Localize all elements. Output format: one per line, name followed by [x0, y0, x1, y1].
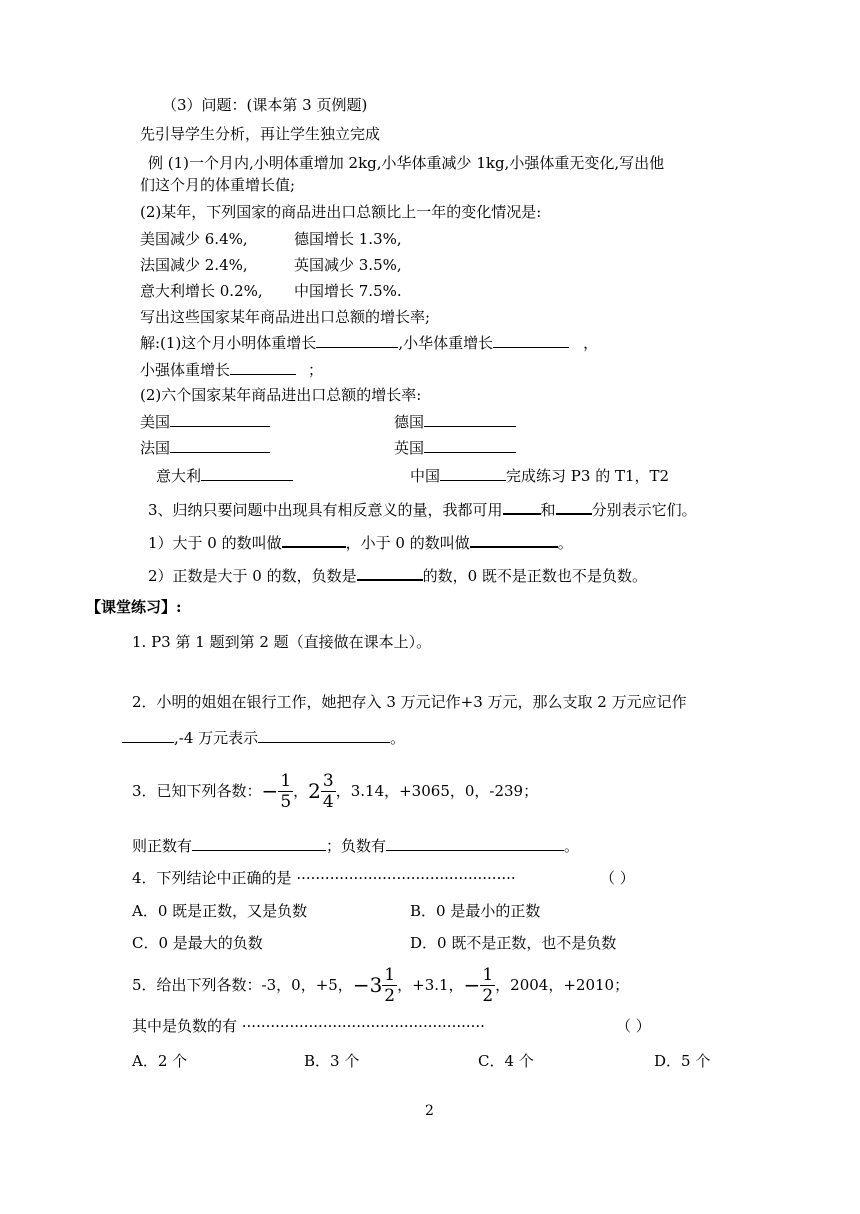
- blank-summary-2[interactable]: [556, 498, 592, 515]
- country-us: [140, 411, 270, 432]
- q5-mixed-number: −3: [352, 973, 383, 997]
- blank-q2-withdraw[interactable]: [122, 727, 174, 743]
- blank-positive[interactable]: [282, 531, 346, 548]
- q5-fraction-1: [382, 965, 397, 1006]
- row-de: 德国增长 1.3%,: [294, 230, 402, 248]
- q4-option-d[interactable]: D．0 既不是正数，也不是负数: [410, 934, 617, 952]
- row-it: 意大利增长 0.2%,: [140, 282, 263, 300]
- q5-frac1-numerator: 1: [384, 964, 396, 985]
- blank-it[interactable]: [201, 465, 293, 481]
- q3-text-a: 3．已知下列各数：: [132, 782, 262, 800]
- line-point1: [148, 531, 573, 553]
- blank-xiaoming[interactable]: [316, 332, 398, 348]
- country-de: [394, 411, 516, 432]
- country-uk: [394, 437, 516, 458]
- line-example1-cont: 们这个月的体重增长值;: [140, 176, 296, 194]
- q4-option-c[interactable]: C．0 是最大的负数: [132, 934, 263, 952]
- q3-frac2-numerator: 3: [322, 770, 334, 791]
- practice-ref: 完成练习 P3 的 T1，T2: [506, 467, 670, 485]
- solution1-text-c: ，: [583, 334, 599, 352]
- q3-rest: ，3.14，+3065，0，-239；: [335, 782, 539, 800]
- q4-option-b[interactable]: B．0 是最小的正数: [410, 902, 541, 920]
- q3-sep: ，: [293, 782, 309, 800]
- question-5: [132, 964, 629, 1006]
- q3-fraction-1: [278, 771, 293, 812]
- blank-xiaoqiang[interactable]: [230, 359, 296, 375]
- point2-text-b: 的数，0 既不是正数也不是负数。: [422, 567, 647, 585]
- country-uk-label: 英国: [394, 439, 425, 457]
- q3-fraction-2: [321, 771, 336, 812]
- solution1-text-b: ,小华体重增长: [398, 334, 494, 352]
- q5-option-b[interactable]: B．3 个: [304, 1052, 360, 1070]
- question-1: 1. P3 第 1 题到第 2 题（直接做在课本上）。: [132, 633, 432, 651]
- country-de-label: 德国: [394, 413, 425, 431]
- q3-frac1-numerator: 1: [280, 770, 292, 791]
- blank-de[interactable]: [424, 411, 516, 427]
- q4-answer-paren: （ ）: [600, 869, 635, 887]
- point1-text-a: 1）大于 0 的数叫做: [148, 534, 282, 552]
- country-fr: [140, 437, 270, 458]
- point1-text-c: 。: [557, 534, 573, 552]
- q5-option-a[interactable]: A．2 个: [132, 1052, 188, 1070]
- line-solution2: (2)六个国家某年商品进出口总额的增长率:: [140, 386, 422, 404]
- question-3: [132, 770, 538, 812]
- q3-minus-sign: −: [261, 779, 279, 803]
- country-it-label: 意大利: [156, 467, 202, 485]
- point1-text-b: ，小于 0 的数叫做: [345, 534, 470, 552]
- country-it: [156, 465, 293, 486]
- q5-ask: 其中是负数的有 ···················································: [132, 1017, 485, 1035]
- question-4: [132, 868, 516, 888]
- blank-summary-1[interactable]: [503, 498, 541, 515]
- q3-end: 。: [564, 837, 580, 855]
- country-fr-label: 法国: [140, 439, 171, 457]
- q5-frac1-denominator: 2: [384, 985, 396, 1006]
- question-2-cont: [122, 727, 405, 748]
- line-problem-heading: （3）问题：(课本第 3 页例题): [162, 96, 368, 114]
- q5-minus-sign: −: [463, 973, 481, 997]
- q5-frac2-denominator: 2: [482, 985, 494, 1006]
- q3-mixed-whole: 2: [308, 779, 321, 803]
- q2-text-b: ,-4 万元表示: [174, 729, 259, 747]
- q5-option-d[interactable]: D．5 个: [654, 1052, 711, 1070]
- country-us-label: 美国: [140, 413, 171, 431]
- blank-less-than-zero[interactable]: [357, 564, 423, 581]
- q5-text-b: ，+3.1，: [397, 976, 464, 994]
- blank-fr[interactable]: [170, 437, 270, 453]
- country-cn: [410, 465, 669, 486]
- q5-text-c: ，2004，+2010；: [495, 976, 630, 994]
- line-summary: [148, 498, 697, 520]
- row-fr: 法国减少 2.4%,: [140, 256, 248, 274]
- q2-text-c: 。: [390, 729, 406, 747]
- q4-option-a[interactable]: A．0 既是正数，又是负数: [132, 902, 308, 920]
- q3-negative-label: ；负数有: [326, 837, 387, 855]
- line-example2: (2)某年，下列国家的商品进出口总额比上一年的变化情况是:: [140, 203, 542, 221]
- summary-text-b: 和: [540, 501, 556, 519]
- q5-frac2-numerator: 1: [482, 964, 494, 985]
- line-guide: 先引导学生分析，再让学生独立完成: [140, 125, 381, 143]
- country-cn-label: 中国: [410, 467, 441, 485]
- blank-cn[interactable]: [440, 465, 506, 481]
- q3-frac1-denominator: 5: [280, 791, 292, 812]
- point2-text-a: 2）正数是大于 0 的数，负数是: [148, 567, 357, 585]
- blank-us[interactable]: [170, 411, 270, 427]
- q4-text: 4．下列结论中正确的是 ··············································: [132, 869, 516, 887]
- solution1-text-e: ；: [308, 361, 324, 379]
- question-3-answers: [132, 835, 579, 856]
- blank-negative[interactable]: [470, 531, 558, 548]
- q5-answer-paren: （ ）: [616, 1017, 651, 1035]
- practice-heading: 【课堂练习】:: [86, 598, 182, 616]
- line-point2: [148, 564, 647, 586]
- line-solution1-cont: [140, 359, 323, 380]
- q3-positive-label: 则正数有: [132, 837, 193, 855]
- solution1-text-d: 小强体重增长: [140, 361, 231, 379]
- q5-fraction-2: [480, 965, 495, 1006]
- row-uk: 英国减少 3.5%,: [294, 256, 402, 274]
- row-cn: 中国增长 7.5%.: [294, 282, 402, 300]
- blank-q3-positive[interactable]: [192, 835, 326, 851]
- row-us: 美国减少 6.4%,: [140, 230, 248, 248]
- blank-q2-meaning[interactable]: [258, 727, 390, 743]
- solution1-text-a: 解:(1)这个月小明体重增长: [140, 334, 317, 352]
- blank-q3-negative[interactable]: [386, 835, 564, 851]
- summary-text-c: 分别表示它们。: [591, 501, 697, 519]
- summary-text-a: 3、归纳只要问题中出现具有相反意义的量，我都可用: [148, 501, 503, 519]
- line-example1: 例 (1)一个月内,小明体重增加 2kg,小华体重减少 1kg,小强体重无变化,写出他: [148, 154, 665, 172]
- line-ask: 写出这些国家某年商品进出口总额的增长率;: [140, 308, 431, 326]
- line-solution1: [140, 332, 598, 353]
- page-number: 2: [425, 1103, 434, 1119]
- q5-option-c[interactable]: C．4 个: [478, 1052, 534, 1070]
- q5-text-a: 5．给出下列各数：-3，0，+5，: [132, 976, 353, 994]
- blank-uk[interactable]: [424, 437, 516, 453]
- q3-frac2-denominator: 4: [322, 791, 334, 812]
- blank-xiaohua[interactable]: [493, 332, 569, 348]
- question-2: 2．小明的姐姐在银行工作，她把存入 3 万元记作+3 万元，那么支取 2 万元应记作: [132, 693, 687, 711]
